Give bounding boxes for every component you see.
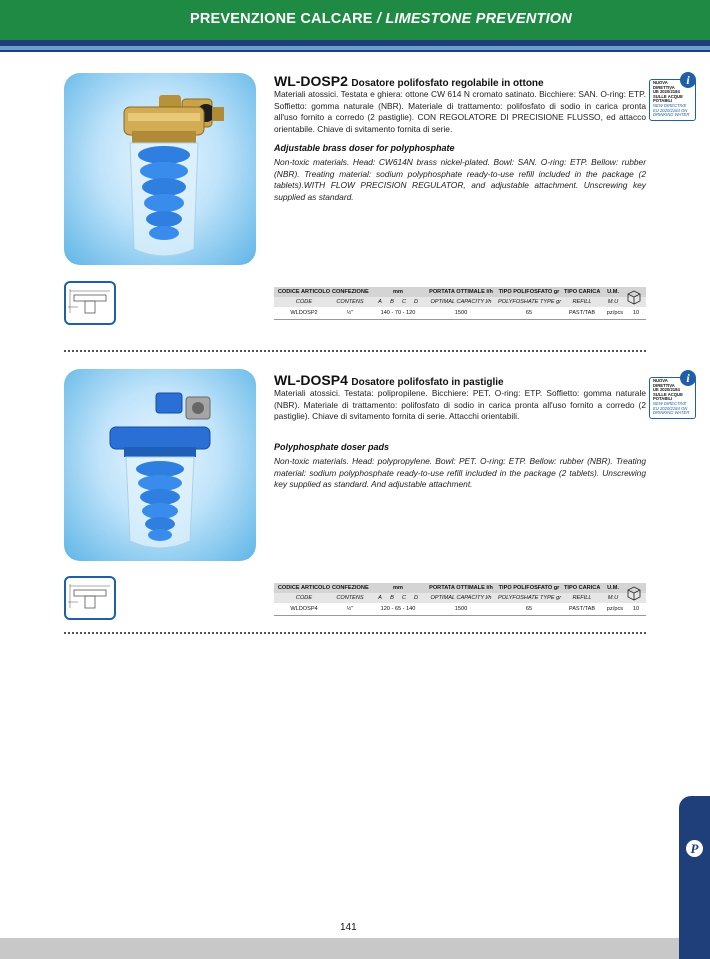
package-box-icon [626, 585, 642, 601]
dimension-diagram-dosp2 [64, 281, 116, 325]
package-box-icon [626, 289, 642, 305]
header-d: D [413, 299, 419, 305]
product-title-dosp2 [274, 73, 544, 89]
badge-text: NUOVA [653, 80, 668, 85]
dimension-drawing-icon [66, 578, 114, 618]
header-mm: mm [393, 289, 403, 295]
header-refill: TIPO CARICA [564, 585, 601, 591]
section-divider [64, 350, 646, 352]
header-c: C [401, 595, 407, 601]
badge-text: DRINKING WATER [653, 112, 690, 118]
cell-flow: 1500 [454, 310, 468, 316]
cell-um: pz/pcs [606, 606, 624, 612]
header-pack-en: CONTENS [336, 299, 364, 305]
header-refill: TIPO CARICA [564, 289, 601, 295]
badge-text: NEW DIRECTIVE [653, 401, 687, 406]
header-type: TIPO POLIFOSFATO gr [498, 585, 560, 591]
product-name: Dosatore polifosfato in pastiglie [351, 377, 504, 388]
header-um: U.M. [607, 585, 619, 591]
header-a: A [378, 299, 382, 305]
directive-badge [649, 72, 696, 120]
footer-bar [0, 938, 679, 959]
chapter-side-tab [679, 796, 710, 959]
header-pack: CONFEZIONE [332, 289, 369, 295]
info-icon: i [680, 72, 696, 88]
info-icon: i [680, 370, 696, 386]
table-header-it [274, 287, 646, 297]
cell-type: 65 [525, 310, 533, 316]
product-subtitle-en: Adjustable brass doser for polyphosphate [274, 143, 455, 153]
badge-text: NUOVA [653, 378, 668, 383]
cell-code: WLDOSP2 [290, 310, 318, 316]
table-header-en [274, 593, 646, 603]
badge-text: NEW DIRECTIVE [653, 103, 687, 108]
product-subtitle-en: Polyphosphate doser pads [274, 442, 390, 452]
product-code: WL-DOSP4 [274, 372, 348, 388]
header-type-en: POLYFOSHATE TYPE gr [498, 299, 562, 305]
badge-text: POTABILI [653, 396, 673, 402]
header-d: D [413, 595, 419, 601]
header-mm: mm [393, 585, 403, 591]
product-description-en: Non-toxic materials. Head: CW614N brass nickel-plated. Bowl: SAN. O-ring: ETP. Bellow: rubber (NBR). Treating material: sodium polyphosphate ready-to-use refill included in the package (2 tablets).WITH FLOW PRECISION REGULATOR, and adjustable attachment. Unscrewing key supplied as standard. [274, 157, 646, 202]
badge-text: SULLE ACQUE [653, 93, 683, 99]
cell-type: 65 [525, 606, 533, 612]
page-section-title [190, 11, 572, 27]
badge-text: UE 2020/2184 [653, 89, 680, 95]
badge-text: EU 2020/2184 ON [653, 405, 688, 411]
cell-dims: 120 - 65 - 140 [380, 606, 416, 612]
header-bar [0, 0, 710, 40]
header-code-en: CODE [295, 595, 313, 601]
cell-refill: PAST/TAB [568, 606, 596, 612]
cell-dims: 140 - 70 - 120 [380, 310, 416, 316]
header-code: CODICE ARTICOLO [277, 585, 331, 591]
header-pack-en: CONTENS [336, 595, 364, 601]
section-divider [64, 632, 646, 634]
badge-text: EU 2020/2184 ON [653, 107, 688, 113]
header-a: A [378, 595, 382, 601]
cell-refill: PAST/TAB [568, 310, 596, 316]
product-description-it: Materiali atossici. Testata e ghiera: ottone CW 614 N cromato satinato. Bicchiere: SAN. O-ring: ETP. Soffietto: gomma naturale (NBR). Materiale di trattamento: polifosfato di sodio in carica pronta all'uso fornito a corredo (2 pastiglie). CON REGOLATORE DI PRECISIONE FLUSSO, ed attacco orientabile. Chiave di svitamento fornita di serie. [274, 89, 646, 134]
badge-text: DIRETTIVA [653, 84, 675, 90]
header-refill-en: REFILL [572, 595, 592, 601]
header-c: C [401, 299, 407, 305]
table-header-it [274, 583, 646, 593]
dimension-drawing-icon [66, 283, 114, 323]
section-title-en: / LIMESTONE PREVENTION [372, 11, 572, 27]
header-pack: CONFEZIONE [332, 585, 369, 591]
header-um-en: M.U [607, 299, 619, 305]
header-um: U.M. [607, 289, 619, 295]
header-um-en: M.U [607, 595, 619, 601]
table-row [274, 308, 646, 320]
doser-pads-illustration [64, 369, 256, 561]
cell-code: WLDOSP4 [290, 606, 318, 612]
badge-text: SULLE ACQUE [653, 391, 683, 397]
badge-text: UE 2020/2184 [653, 387, 680, 393]
cell-qty: 10 [632, 606, 640, 612]
header-b: B [390, 595, 394, 601]
header-code-en: CODE [295, 299, 313, 305]
header-b: B [390, 299, 394, 305]
header-flow: PORTATA OTTIMALE l/h [429, 289, 493, 295]
dimension-diagram-dosp4 [64, 576, 116, 620]
header-refill-en: REFILL [572, 299, 592, 305]
product-code: WL-DOSP2 [274, 73, 348, 89]
directive-badge [649, 370, 696, 418]
cell-qty: 10 [632, 310, 640, 316]
header-type-en: POLYFOSHATE TYPE gr [498, 595, 562, 601]
badge-text: POTABILI [653, 98, 673, 104]
header-code: CODICE ARTICOLO [277, 289, 331, 295]
product-name: Dosatore polifosfato regolabile in ottone [351, 78, 544, 89]
header-flow-en: OPTIMAL CAPACITY l/h [430, 595, 492, 601]
product-title-dosp4 [274, 372, 504, 388]
table-row [274, 604, 646, 616]
badge-text: DIRETTIVA [653, 382, 675, 388]
section-title-it: PREVENZIONE CALCARE [190, 11, 373, 27]
product-table-dosp4 [274, 583, 646, 616]
header-flow-en: OPTIMAL CAPACITY l/h [430, 299, 492, 305]
table-header-en [274, 297, 646, 307]
badge-text: DRINKING WATER [653, 410, 690, 416]
cell-um: pz/pcs [606, 310, 624, 316]
product-photo-dosp4 [64, 369, 256, 561]
product-description-it: Materiali atossici. Testata: polipropilene. Bicchiere: PET. O-ring: ETP. Soffietto: gomma naturale (NBR). Materiale di trattamento: polifosfato di sodio in carica pronta all'uso fornito a corredo (2 pastiglie). Chiave di svitamento fornita di serie. Attacchi orientabili. [274, 388, 646, 422]
product-description-en: Non-toxic materials. Head: polypropylene. Bowl: PET. O-ring: ETP. Bellow: rubber (NBR). Treating material: sodium polyphosphate ready-to-use refill included in the package (2 tablets). Unscrewing key supplied as standard. And adjustable attachment. [274, 456, 646, 490]
cell-pack: ½" [346, 606, 354, 612]
cell-flow: 1500 [454, 606, 468, 612]
product-table-dosp2 [274, 287, 646, 320]
doser-brass-illustration [64, 73, 256, 265]
cell-pack: ½" [346, 310, 354, 316]
header-flow: PORTATA OTTIMALE l/h [429, 585, 493, 591]
page-number: 141 [340, 922, 357, 933]
product-photo-dosp2 [64, 73, 256, 265]
header-type: TIPO POLIFOSFATO gr [498, 289, 560, 295]
header-stripe-thin [0, 50, 710, 52]
chapter-p-icon: P [686, 840, 703, 857]
